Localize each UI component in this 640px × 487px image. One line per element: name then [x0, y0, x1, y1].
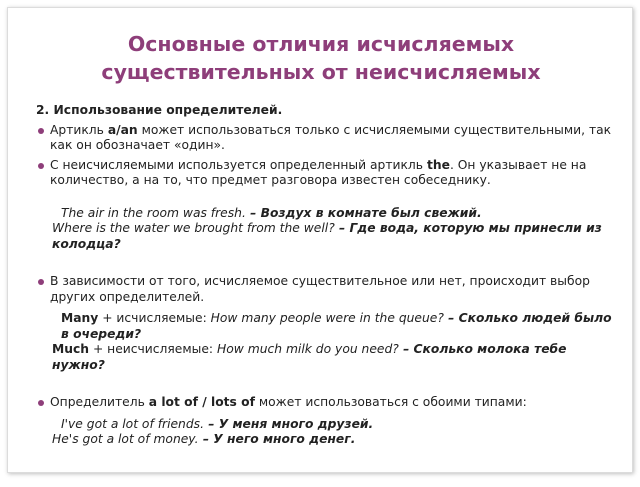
slide-body [36, 103, 616, 448]
bullet-article-the [36, 158, 616, 189]
example-block-the [36, 206, 616, 253]
bullet-text: может использоваться только с исчисляемыми существительными, так как он обозначает «один». [50, 122, 612, 152]
bullet-text: Определитель [50, 395, 149, 409]
example-line [52, 221, 616, 252]
bullet-text: . Он указывает не на количество, а на то, что предмет разговора известен собеседнику. [50, 157, 587, 187]
example-ru: – Сколько молока тебе нужно? [52, 342, 567, 372]
example-ru: – Где вода, которую мы принесли из колодца? [52, 221, 602, 251]
section-heading: 2. Использование определителей. [36, 103, 283, 117]
slide [7, 7, 633, 473]
example-line [52, 206, 616, 222]
example-en: The air in the room was fresh. [61, 205, 246, 220]
term-a-lot-of: a lot of / lots of [148, 395, 255, 409]
bullet-determiners: В зависимости от того, исчисляемое существительное или нет, происходит выбор других определителей. [36, 274, 616, 305]
title-line-1: Основные отличия исчисляемых [127, 32, 515, 56]
example-en: How much milk do you need? [216, 342, 399, 356]
example-line [52, 417, 616, 433]
term-a-an: a/an [107, 122, 138, 137]
slide-title [8, 30, 634, 86]
term-much: Much [52, 342, 90, 356]
example-en: How many people were in the queue? [210, 311, 444, 325]
bullet-text: может использоваться с обоими типами: [254, 395, 527, 409]
bullet-text: Артикль [50, 122, 108, 137]
bullet-article-a-an [36, 123, 616, 154]
example-ru: – У него много денег. [198, 432, 356, 446]
example-en: Where is the water we brought from the well? [52, 221, 335, 235]
example-line [52, 432, 616, 448]
example-block-a-lot-of [36, 417, 616, 448]
example-ru: – Сколько людей было в очереди? [61, 311, 612, 341]
bullet-text: С неисчисляемыми используется определенный артикль [50, 157, 427, 172]
example-ru: – Воздух в комнате был свежий. [245, 205, 482, 220]
example-line-much [52, 342, 616, 373]
example-ru: – У меня много друзей. [203, 416, 374, 431]
term-many: Many [61, 311, 99, 325]
title-line-2: существительных от неисчисляемых [101, 60, 541, 84]
bullet-a-lot-of [36, 395, 616, 411]
example-label: + исчисляемые: [98, 311, 211, 325]
example-label: + неисчисляемые: [89, 342, 217, 356]
example-block-many-much [36, 311, 616, 373]
term-the: the [426, 157, 450, 172]
example-en: He's got a lot of money. [52, 432, 199, 446]
example-line-many [52, 311, 616, 342]
example-en: I've got a lot of friends. [61, 416, 204, 431]
